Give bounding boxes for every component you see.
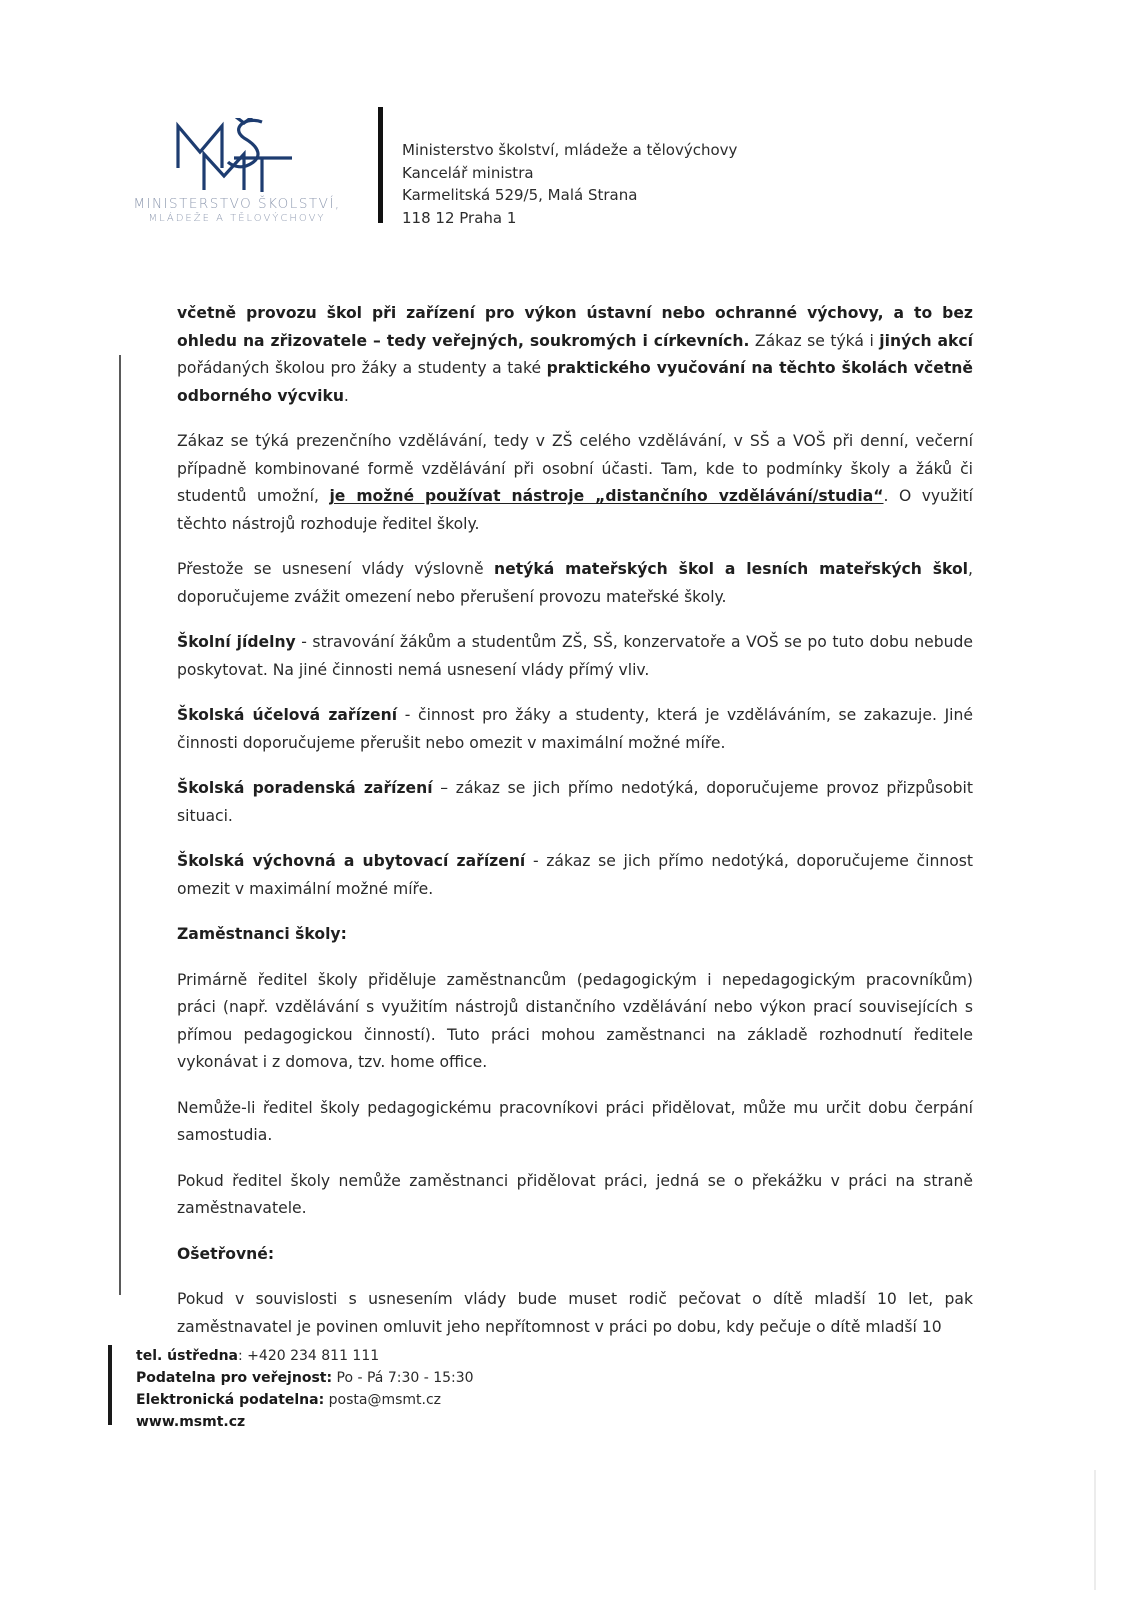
bold-text: Školská účelová zařízení [177,706,398,724]
msmt-logo-mark-icon [174,118,294,194]
text: Přestože se usnesení vlády výslovně [177,560,495,578]
paragraph-ucelova-zarizeni [177,702,973,757]
footer-email [136,1389,474,1411]
header-address [402,139,737,229]
document-body [177,300,973,1341]
heading-zamestnanci [177,921,973,949]
footer-label: Elektronická podatelna: [136,1392,325,1408]
paragraph-samostudium: Nemůže-li ředitel školy pedagogickému pracovníkovi práci přidělovat, může mu určit dobu čerpání samostudia. [177,1098,973,1144]
paragraph-vychovna-zarizeni [177,848,973,903]
text: . O využití těchto nástrojů rozhoduje ředitel školy. [177,487,974,533]
footer-website [136,1411,474,1433]
logo-text-line1: MINISTERSTVO ŠKOLSTVÍ, [133,196,341,212]
footer-label: Podatelna pro veřejnost: [136,1370,333,1386]
footer-value: Po - Pá 7:30 - 15:30 [332,1370,474,1386]
text: - stravování žákům a studentům ZŠ, SŠ, konzervatoře a VOŠ se po tuto dobu nebude poskytovat. Na jiné činnosti nemá usnesení vlády přímý vliv. [177,633,973,679]
scan-edge-line [1094,1470,1096,1590]
footer-label: tel. ústředna [136,1348,239,1364]
underlined-bold-text: je možné používat nástroje „distančního vzdělávání/studia“ [329,487,884,505]
address-line-city: 118 12 Praha 1 [402,208,517,227]
text: . [343,386,349,405]
paragraph-materske-skoly [177,556,973,611]
footer-contact [136,1345,474,1433]
bold-text: praktického vyučování na těchto školách včetně odborného výcviku [177,359,973,405]
bold-text: Školská výchovná a ubytovací zařízení [177,852,526,870]
text: Zákaz se týká i [749,331,880,350]
footer-phone [136,1345,474,1367]
text: pořádaných školou pro žáky a studenty a také [177,359,547,377]
footer-divider [108,1345,112,1425]
ministry-logo [112,118,362,238]
address-line-street: Karmelitská 529/5, Malá Strana [402,186,638,204]
text: - zákaz se jich přímo nedotýká, doporučujeme činnost omezit v maximální možné míře. [177,852,973,898]
margin-line [119,355,121,1295]
text: , doporučujeme zvážit omezení nebo přerušení provozu mateřské školy. [177,560,973,606]
paragraph-prezencni [177,428,973,538]
bold-text: Školní jídelny [177,633,296,651]
paragraph-prekazka: Pokud ředitel školy nemůže zaměstnanci přidělovat práci, jedná se o překážku v práci na straně zaměstnavatele. [177,1171,973,1217]
section-heading: Zaměstnanci školy: [177,925,347,943]
footer-value: : +420 234 811 111 [238,1348,380,1364]
bold-text: Školská poradenská zařízení [177,779,433,797]
footer-value: posta@msmt.cz [324,1392,442,1408]
address-line-ministry: Ministerstvo školství, mládeže a tělovýchovy [402,141,738,159]
bold-text: netýká mateřských škol a lesních mateřských škol [494,560,969,578]
bold-text: jiných akcí [879,331,974,350]
paragraph-scope [177,300,973,410]
text: – zákaz se jich přímo nedotýká, doporučujeme provoz přizpůsobit situaci. [177,779,973,825]
text: Zákaz se týká prezenčního vzdělávání, tedy v ZŠ celého vzdělávání, v SŠ a VOŠ při denní, večerní případně kombinované formě vzdělávání při osobní účasti. Tam, kde to podmínky školy a žáků či studentů umožní, [177,432,973,505]
footer-web: www.msmt.cz [136,1414,246,1430]
logo-text-line2: MLÁDEŽE A TĚLOVÝCHOVY [148,213,326,224]
paragraph-poradenska-zarizeni [177,775,973,830]
address-line-office: Kancelář ministra [402,163,534,182]
header-divider [378,107,383,223]
bold-text: včetně provozu škol při zařízení pro výkon ústavní nebo ochranné výchovy, a to bez ohledu na zřizovatele – tedy veřejných, soukromých i církevních. [177,304,973,350]
paragraph-skolni-jidelny [177,629,973,684]
paragraph-osetrovne: Pokud v souvislosti s usnesením vlády bude muset rodič pečovat o dítě mladší 10 let, pak zaměstnavatel je povinen omluvit jeho nepřítomnost v práci po dobu, kdy pečuje o dítě mladší 10 [177,1290,973,1336]
text: - činnost pro žáky a studenty, která je vzděláváním, se zakazuje. Jiné činnosti doporučujeme přerušit nebo omezit v maximální možné míře. [177,706,973,752]
heading-osetrovne [177,1241,973,1269]
section-heading: Ošetřovné: [177,1244,275,1263]
footer-office-hours [136,1367,474,1389]
paragraph-prace: Primárně ředitel školy přiděluje zaměstnancům (pedagogickým i nepedagogickým pracovníkům) práci (např. vzdělávání s využitím nástrojů distančního vzdělávání nebo výkon prací souvisejících s přímou pedagogickou činností). Tuto práci mohou zaměstnanci na základě rozhodnutí ředitele vykonávat i z domova, tzv. home office. [177,970,973,1071]
